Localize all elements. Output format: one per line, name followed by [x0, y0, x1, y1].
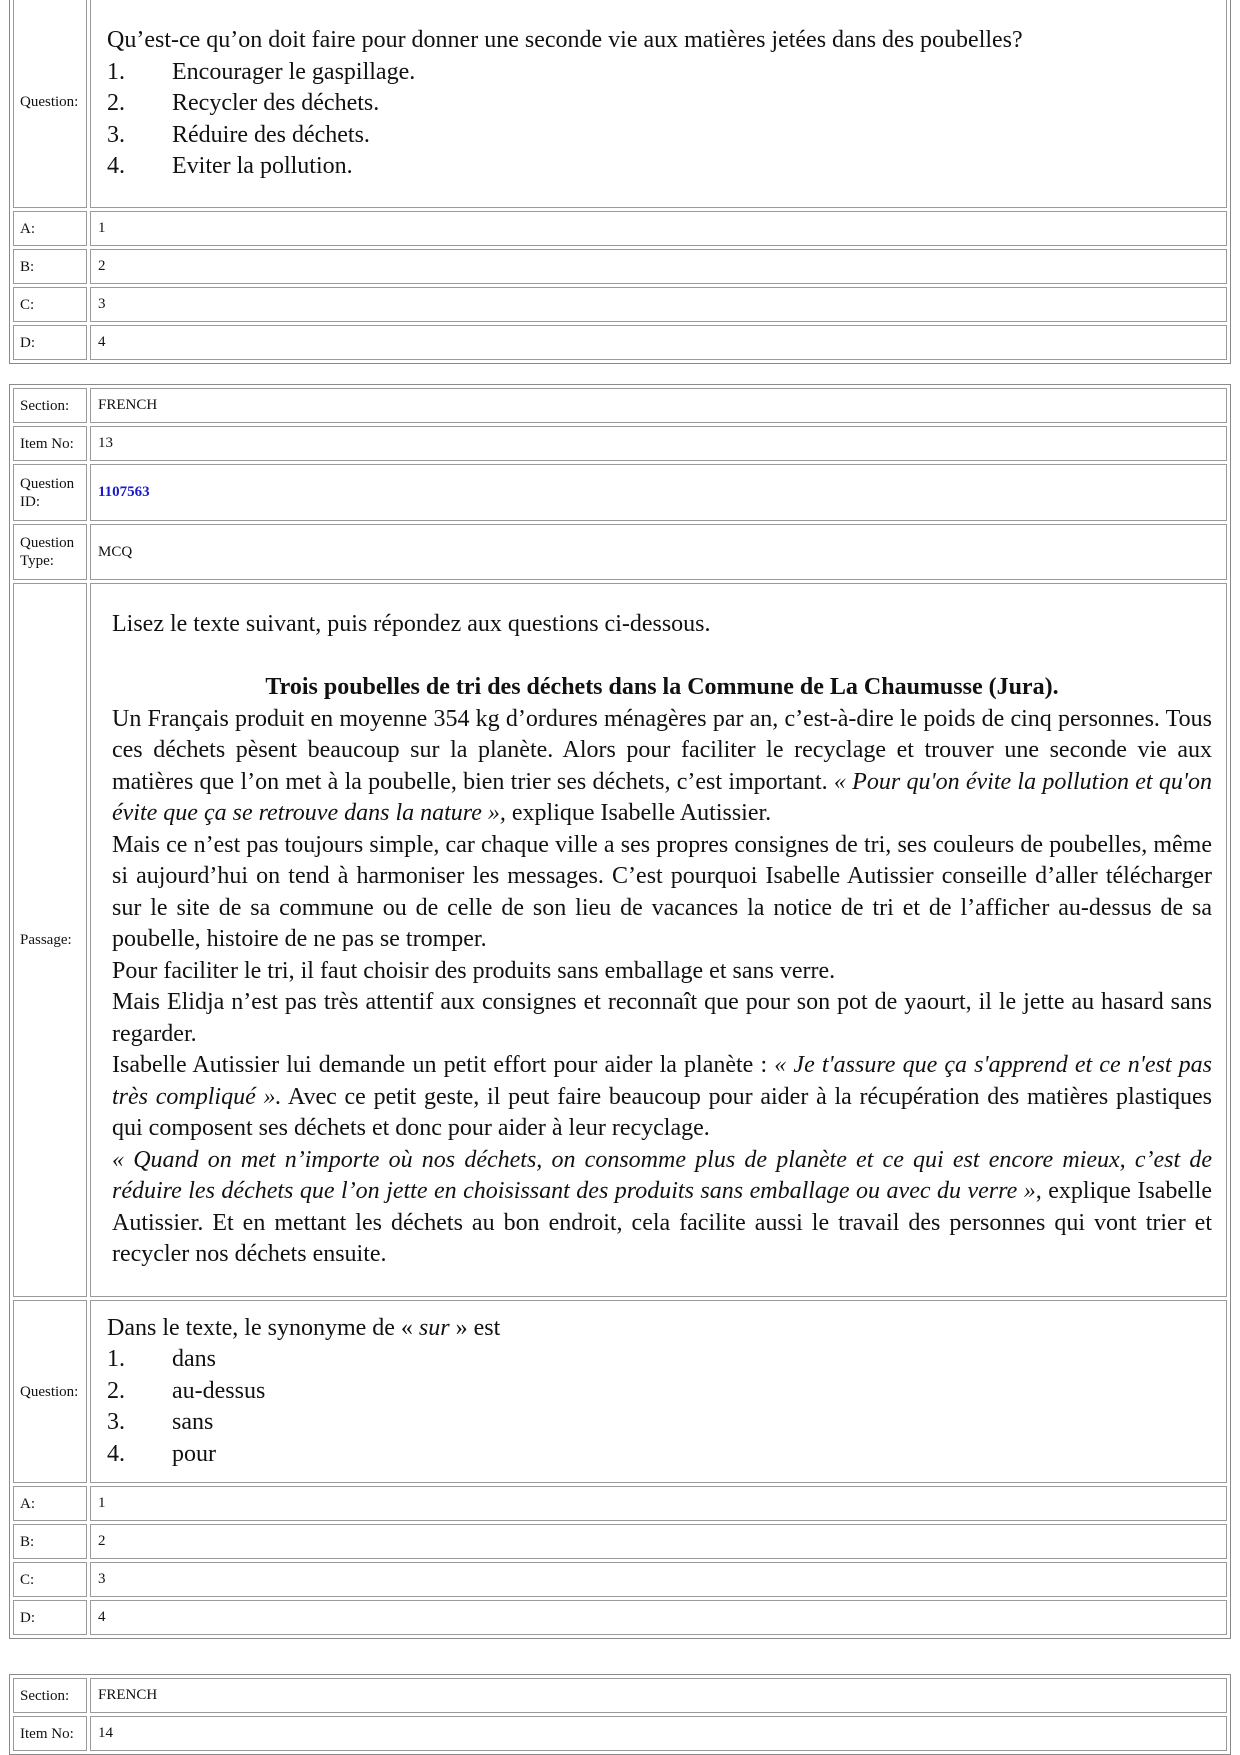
- question-label: Question:: [13, 0, 87, 208]
- option-3: 3. sans: [107, 1409, 214, 1436]
- answer-a-value: 1: [90, 1486, 1227, 1521]
- question-block-13: [9, 384, 1231, 1639]
- passage-cell: [90, 583, 1227, 1297]
- answer-c-value: 3: [90, 287, 1227, 322]
- option-1: 1. Encourager le gaspillage.: [107, 58, 416, 85]
- answer-c-label: C:: [13, 287, 87, 322]
- question-text: Dans le texte, le synonyme de « sur » est: [107, 1314, 501, 1341]
- answer-b-label: B:: [13, 249, 87, 284]
- answer-c-value: 3: [90, 1562, 1227, 1597]
- passage-paragraph-1: Un Français produit en moyenne 354 kg d’ordures ménagères par an, c’est-à-dire le poids de cinq personnes. Tous ces déchets pèsent beaucoup sur la planète. Alors pour faciliter le recyclage et trouver une seconde vie aux matières que l’on met à la poubelle, bien trier ses déchets, c’est important. « Pour qu'on évite la pollution et qu'on évite que ça se retrouve dans la nature », explique Isabelle Autissier.: [112, 705, 1213, 827]
- answer-d-label: D:: [13, 1600, 87, 1635]
- item-no-label: Item No:: [13, 426, 87, 461]
- answer-d-label: D:: [13, 325, 87, 360]
- option-2: 2. au-dessus: [107, 1377, 266, 1404]
- section-label: Section:: [13, 388, 87, 423]
- question-type-value: MCQ: [90, 524, 1227, 580]
- section-value: FRENCH: [90, 388, 1227, 423]
- passage-paragraph-3: Pour faciliter le tri, il faut choisir des produits sans emballage et sans verre.: [112, 957, 836, 984]
- item-no-label: Item No:: [13, 1716, 87, 1751]
- question-cell: [90, 1300, 1227, 1483]
- section-label: Section:: [13, 1678, 87, 1713]
- question-id-label: Question ID:: [13, 464, 87, 521]
- answer-b-value: 2: [90, 1524, 1227, 1559]
- passage-paragraph-5: Isabelle Autissier lui demande un petit effort pour aider la planète : « Je t'assure que ça s'apprend et ce n'est pas très compliqué ». Avec ce petit geste, il peut faire beaucoup pour aider à la récupération des matières plastiques qui composent ses déchets et donc pour aider à leur recyclage.: [112, 1052, 1212, 1142]
- answer-d-value: 4: [90, 1600, 1227, 1635]
- passage-paragraph-2: Mais ce n’est pas toujours simple, car chaque ville a ses propres consignes de tri, ses couleurs de poubelles, même si aujourd’hui on tend à harmoniser les messages. C’est pourquoi Isabelle Autissier conseille d’aller télécharger sur le site de sa commune ou de celle de son lieu de vacances la notice de tri et de l’afficher au-dessus de sa poubelle, histoire de ne pas se tromper.: [112, 831, 1212, 953]
- question-block-14: [9, 1674, 1231, 1755]
- passage-paragraph-4: Mais Elidja n’est pas très attentif aux consignes et reconnaît que pour son pot de yaourt, il le jette au hasard sans regarder.: [112, 989, 1212, 1047]
- passage-paragraph-6: « Quand on met n’importe où nos déchets, on consomme plus de planète et ce qui est encore mieux, c’est de réduire les déchets que l’on jette en choisissant des produits sans emballage ou avec du verre », explique Isabelle Autissier. Et en mettant les déchets au bon endroit, cela facilite aussi le travail des personnes qui vont trier et recycler nos déchets ensuite.: [112, 1146, 1213, 1268]
- answer-b-value: 2: [90, 249, 1227, 284]
- answer-a-label: A:: [13, 211, 87, 246]
- option-2: 2. Recycler des déchets.: [107, 90, 380, 117]
- answer-a-value: 1: [90, 211, 1227, 246]
- option-1: 1. dans: [107, 1346, 216, 1373]
- question-id-value: 1107563: [90, 464, 1227, 521]
- answer-c-label: C:: [13, 1562, 87, 1597]
- passage-intro: Lisez le texte suivant, puis répondez aux questions ci-dessous.: [112, 611, 711, 638]
- option-4: 4. Eviter la pollution.: [107, 153, 353, 180]
- option-4: 4. pour: [107, 1440, 216, 1467]
- question-block-12: [9, 0, 1231, 364]
- item-no-value: 14: [90, 1716, 1227, 1751]
- passage-label: Passage:: [13, 583, 87, 1297]
- question-label: Question:: [13, 1300, 87, 1483]
- question-cell: [90, 0, 1227, 208]
- question-text: Qu’est-ce qu’on doit faire pour donner une seconde vie aux matières jetées dans des poubelles?: [107, 27, 1023, 54]
- answer-d-value: 4: [90, 325, 1227, 360]
- passage-title: Trois poubelles de tri des déchets dans la Commune de La Chaumusse (Jura).: [265, 674, 1059, 701]
- answer-a-label: A:: [13, 1486, 87, 1521]
- item-no-value: 13: [90, 426, 1227, 461]
- answer-b-label: B:: [13, 1524, 87, 1559]
- question-type-label: Question Type:: [13, 524, 87, 580]
- option-3: 3. Réduire des déchets.: [107, 121, 370, 148]
- section-value: FRENCH: [90, 1678, 1227, 1713]
